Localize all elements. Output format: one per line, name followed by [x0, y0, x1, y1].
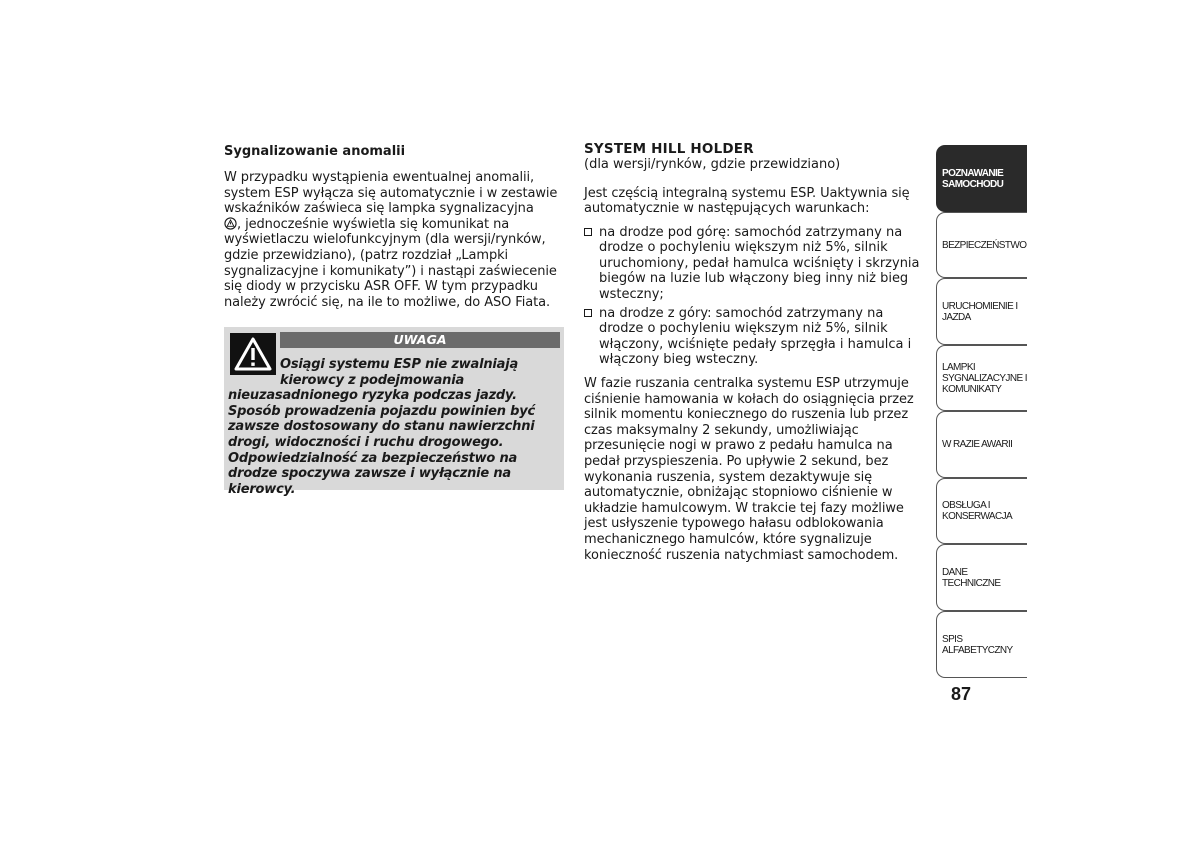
tab-label: SYGNALIZACYJNE I: [942, 372, 1027, 384]
checkbox-bullet-icon: [584, 309, 592, 317]
checkbox-bullet-icon: [584, 228, 592, 236]
tab-label: W RAZIE AWARII: [942, 439, 1013, 450]
conditions-list: [584, 225, 924, 368]
tab-label: KONSERWACJA: [942, 511, 1013, 522]
esp-warning-lamp-icon: [224, 217, 237, 230]
tab-label: OBSŁUGA I: [942, 500, 990, 511]
left-column: [224, 144, 564, 318]
tab-label: JAZDA: [942, 311, 971, 323]
tab-obsluga-konserwacja[interactable]: [936, 478, 1027, 544]
tab-w-razie-awarii[interactable]: [936, 411, 1027, 478]
tab-uruchomienie-jazda[interactable]: [936, 278, 1027, 345]
hill-holder-paragraph: W fazie ruszania centralka systemu ESP utrzymuje ciśnienie hamowania w kołach do osiągnięcia przez silnik momentu koniecznego do ruszenia lub przez czas maksymalny 2 sekundy, umożliwiając przesunięcie nogi w prawo z pedału hamulca na pedał przyspieszenia. Po upływie 2 sekund, bez wykonania ruszenia, system dezaktywuje się automatycznie, obniżając stopniowo ciśnienie w układzie hamulcowym. W trakcie tej fazy możliwe jest usłyszenie typowego hałasu odblokowania mechanicznego hamulców, które sygnalizuje konieczność ruszenia natychmiast samochodem.: [584, 376, 914, 563]
hill-holder-subheading: (dla wersji/rynków, gdzie przewidziano): [584, 157, 841, 172]
warning-text: [228, 357, 560, 497]
hill-holder-intro: Jest częścią integralną systemu ESP. Uaktywnia się automatycznie w następujących warunkach:: [584, 185, 910, 217]
list-item-text: na drodze z góry: samochód zatrzymany na drodze o pochyleniu większym niż 5%, silnik włączony, wciśnięte pedały sprzęgła i hamulca i włączony bieg wsteczny.: [599, 305, 912, 368]
list-item: [584, 306, 924, 368]
right-column: [584, 142, 924, 571]
tab-bezpieczenstwo[interactable]: [936, 212, 1027, 278]
tab-spis-alfabetyczny[interactable]: [936, 611, 1027, 678]
anomalies-text-part1: W przypadku wystąpienia ewentualnej anomalii, system ESP wyłącza się automatycznie i w zestawie wskaźników zaświeca się lampka sygnalizacyjna: [224, 170, 558, 217]
section-heading-hill-holder: SYSTEM HILL HOLDER: [584, 141, 754, 157]
list-item: [584, 225, 924, 303]
warning-rest: nieuzasadnionego ryzyka podczas jazdy. Sposób prowadzenia pojazdu powinien być zawsze dostosowany do stanu nawierzchni drogi, widoczności i ruchu drogowego. Odpowiedzialność za bezpieczeństwo na drodze spoczywa zawsze i wyłącznie na kierowcy.: [228, 388, 536, 497]
tab-label: BEZPIECZEŃSTWO: [942, 239, 1027, 251]
tab-poznawanie-samochodu[interactable]: [936, 145, 1027, 212]
tab-label: LAMPKI: [942, 361, 976, 373]
tab-label: SAMOCHODU: [942, 178, 1004, 190]
warning-line-1: Osiągi systemu ESP nie zwalniają: [280, 357, 519, 372]
anomalies-paragraph: [224, 170, 564, 310]
tab-label: URUCHOMIENIE I: [942, 300, 1018, 312]
warning-box: [224, 327, 564, 497]
warning-title: UWAGA: [280, 332, 560, 348]
tab-lampki-sygnalizacyjne[interactable]: [936, 345, 1027, 411]
page-number: 87: [950, 684, 972, 704]
section-heading-anomalies: Sygnalizowanie anomalii: [224, 144, 406, 159]
tab-label: POZNAWANIE: [942, 167, 1004, 179]
tab-label: DANE TECHNICZNE: [942, 566, 1001, 589]
tab-label: SPIS ALFABETYCZNY: [942, 633, 1013, 656]
list-item-text: na drodze pod górę: samochód zatrzymany na drodze o pochyleniu większym niż 5%, silnik uruchomiony, pedał hamulca wciśnięty i skrzynia biegów na luzie lub włączony bieg inny niż bieg wsteczny;: [599, 224, 920, 303]
anomalies-text-part2: , jednocześnie wyświetla się komunikat na wyświetlaczu wielofunkcyjnym (dla wersji/rynków, gdzie przewidziano), (patrz rozdział „Lampki sygnalizacyjne i komunikaty”) i nastąpi zaświecenie się diody w przycisku ASR OFF. W tym przypadku należy zwrócić się, na ile to możliwe, do ASO Fiata.: [224, 216, 557, 310]
warning-line-2: kierowcy z podejmowania: [280, 372, 465, 388]
tab-label: KOMUNIKATY: [942, 383, 1002, 395]
tab-dane-techniczne[interactable]: [936, 544, 1027, 611]
